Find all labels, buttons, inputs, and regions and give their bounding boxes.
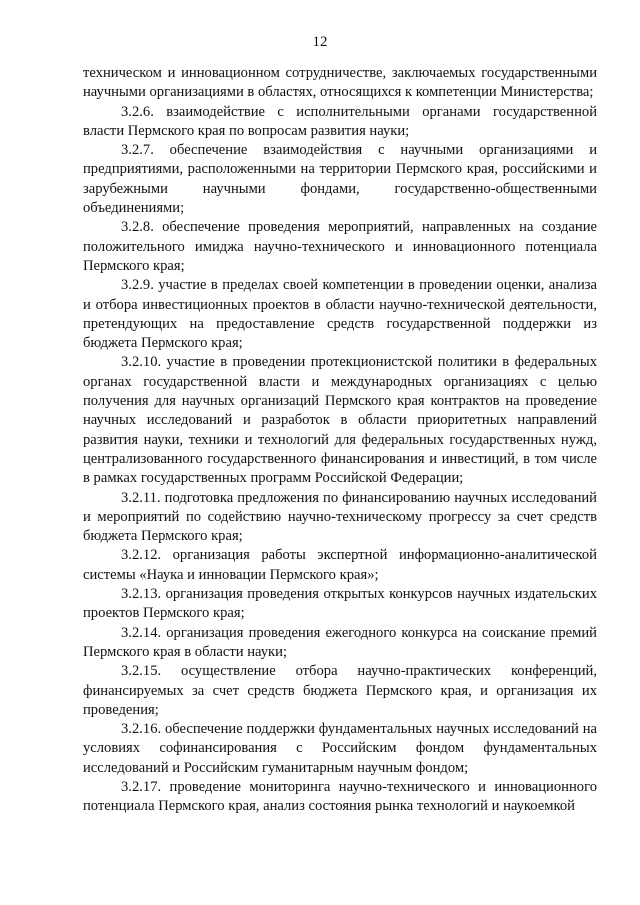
paragraph-3-2-7: 3.2.7. обеспечение взаимодействия с научными организациями и предприятиями, расположенными на территории Пермского края, российскими и зарубежными научными фондами, государственно-общественными объединениями;: [83, 142, 597, 217]
paragraph-3-2-13: 3.2.13. организация проведения открытых конкурсов научных издательских проектов Пермского края;: [83, 586, 597, 622]
paragraph-3-2-16: 3.2.16. обеспечение поддержки фундаментальных научных исследований на условиях софинансирования с Российским фондом фундаментальных исследований и Российским гуманитарным научным фондом;: [83, 721, 597, 776]
page-number: 12: [312, 34, 328, 50]
paragraph-continuation: техническом и инновационном сотрудничестве, заключаемых государственными научными организациями в областях, относящихся к компетенции Министерства;: [83, 65, 597, 101]
paragraph-3-2-15: 3.2.15. осуществление отбора научно-практических конференций, финансируемых за счет средств бюджета Пермского края, и организация их проведения;: [83, 663, 597, 718]
paragraph-3-2-9: 3.2.9. участие в пределах своей компетенции в проведении оценки, анализа и отбора инвестиционных проектов в области научно-технической деятельности, претендующих на предоставление средств государственной поддержки из бюджета Пермского края;: [83, 277, 597, 352]
paragraph-3-2-17: 3.2.17. проведение мониторинга научно-технического и инновационного потенциала Пермского края, анализ состояния рынка технологий и наукоемкой: [83, 778, 597, 815]
paragraph-3-2-11: 3.2.11. подготовка предложения по финансированию научных исследований и мероприятий по содействию научно-техническому прогрессу за счет средств бюджета Пермского края;: [83, 489, 597, 545]
paragraph-3-2-10: 3.2.10. участие в проведении протекционистской политики в федеральных органах государственной власти и международных организациях с целью получения для научных организаций Пермского края контрактов на проведение научных исследований и разработок в области приоритетных направлений развития науки, техники и технологий для федеральных государственных нужд, централизованного государственного финансирования и инвестиций, в том числе в рамках государственных программ Российской Федерации;: [83, 354, 597, 487]
paragraph-3-2-8: 3.2.8. обеспечение проведения мероприятий, направленных на создание положительного имиджа научно-технического и инновационного потенциала Пермского края;: [83, 219, 597, 274]
paragraph-3-2-14: 3.2.14. организация проведения ежегодного конкурса на соискание премий Пермского края в области науки;: [83, 624, 597, 660]
document-body: [83, 64, 597, 817]
paragraph-3-2-6: 3.2.6. взаимодействие с исполнительными органами государственной власти Пермского края по вопросам развития науки;: [83, 103, 597, 139]
paragraph-3-2-12: 3.2.12. организация работы экспертной информационно-аналитической системы «Наука и инновации Пермского края»;: [83, 547, 597, 583]
